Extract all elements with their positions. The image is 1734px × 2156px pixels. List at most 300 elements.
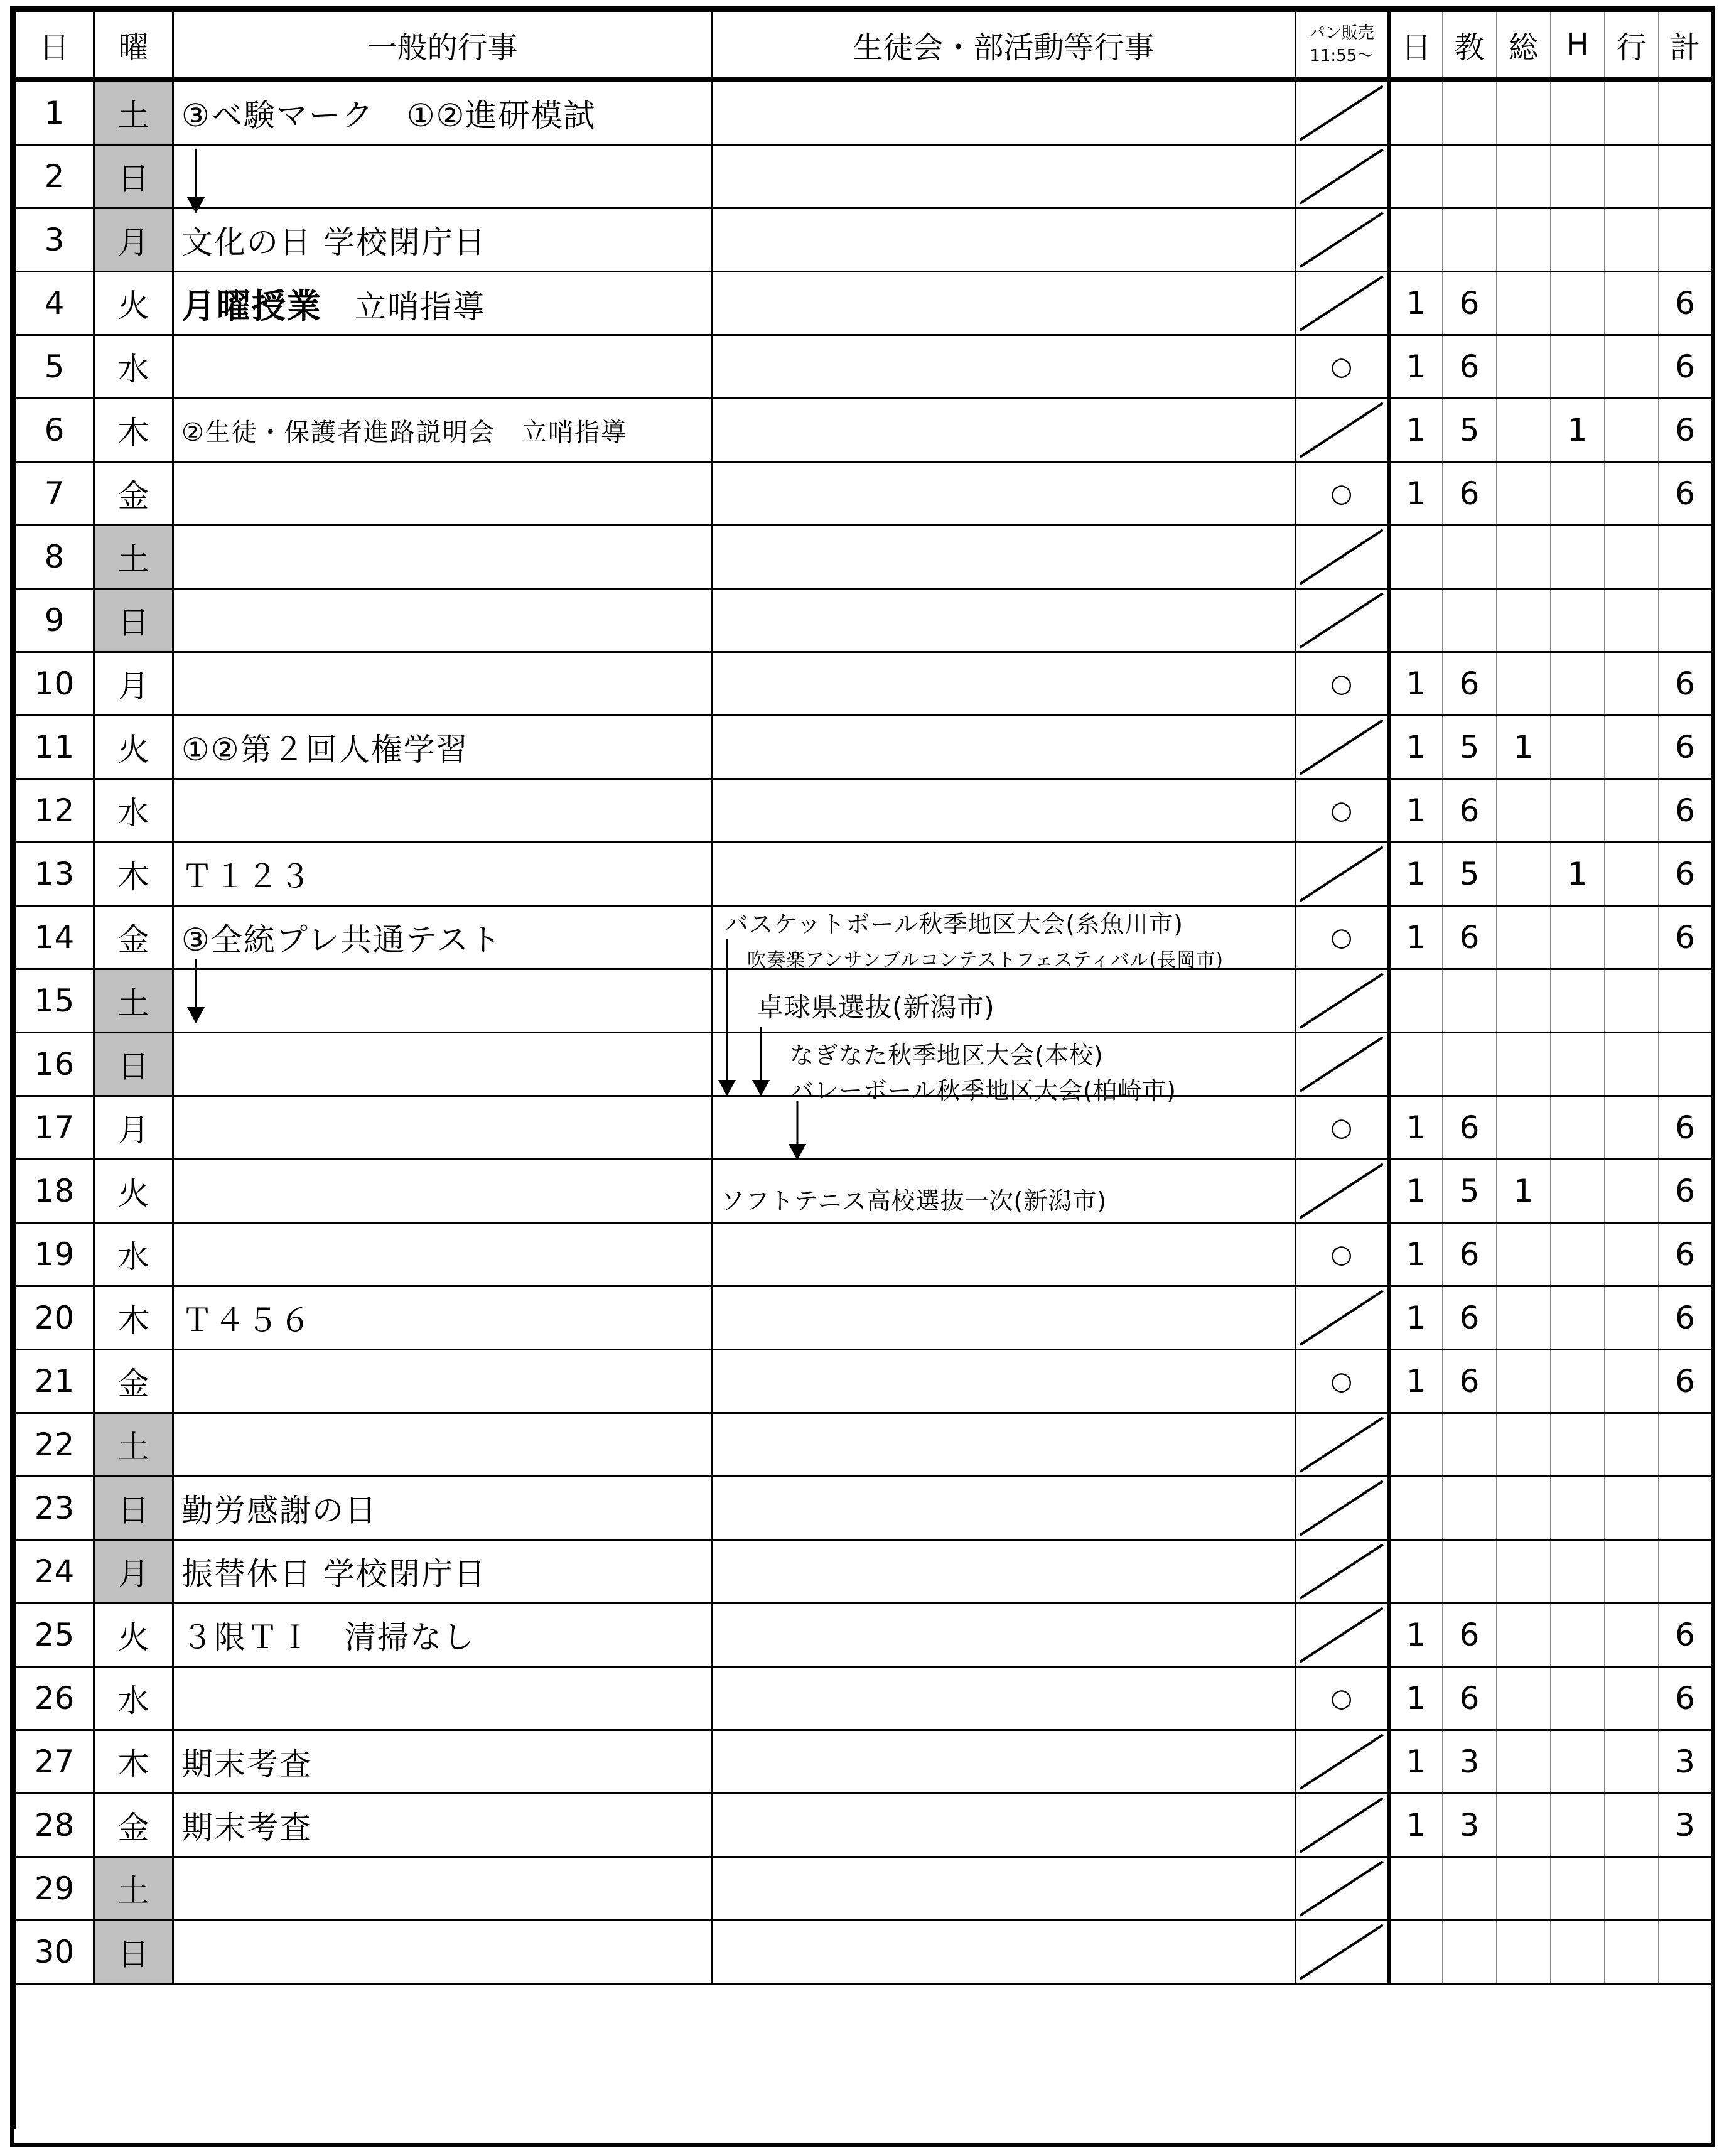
weekday: 金	[94, 462, 173, 526]
count-gyo	[1605, 1413, 1659, 1477]
weekday: 金	[94, 1794, 173, 1857]
general-event-text: 文化の日 学校閉庁日	[181, 224, 487, 261]
bread-sale-cell	[1296, 1223, 1389, 1286]
header-kyo: 教	[1443, 11, 1497, 80]
weekday: 金	[94, 906, 173, 969]
count-so	[1497, 1286, 1551, 1350]
count-kei: 6	[1659, 716, 1713, 779]
header-weekday: 曜	[94, 11, 173, 80]
header-bread-sale-label: パン販売	[1308, 24, 1374, 43]
count-nichi: 1	[1389, 906, 1443, 969]
count-h	[1551, 145, 1605, 208]
club-event-cell	[712, 1667, 1296, 1730]
count-gyo	[1605, 462, 1659, 526]
count-nichi: 1	[1389, 462, 1443, 526]
count-nichi: 1	[1389, 1667, 1443, 1730]
count-kyo: 6	[1443, 1286, 1497, 1350]
count-h	[1551, 1350, 1605, 1413]
general-event-bold: 月曜授業	[181, 286, 322, 326]
count-kei	[1659, 969, 1713, 1033]
count-so	[1497, 1033, 1551, 1096]
day-number: 9	[15, 589, 94, 652]
day-number: 20	[15, 1286, 94, 1350]
count-nichi	[1389, 1033, 1443, 1096]
count-kei: 6	[1659, 1096, 1713, 1160]
count-gyo	[1605, 1350, 1659, 1413]
count-gyo	[1605, 80, 1659, 145]
club-event-cell	[712, 1730, 1296, 1794]
no-sale-slash-icon	[1296, 1541, 1387, 1602]
club-event-cell	[712, 1223, 1296, 1286]
no-sale-slash-icon	[1296, 209, 1387, 271]
day-number: 18	[15, 1160, 94, 1223]
count-kei: 6	[1659, 779, 1713, 843]
weekday: 土	[94, 1413, 173, 1477]
count-h	[1551, 1794, 1605, 1857]
day-row	[15, 399, 1713, 462]
bread-sale-cell	[1296, 1350, 1389, 1413]
day-number: 25	[15, 1604, 94, 1667]
club-event-cell	[712, 1286, 1296, 1350]
weekday: 火	[94, 1160, 173, 1223]
count-kyo: 6	[1443, 335, 1497, 399]
bread-sale-cell	[1296, 716, 1389, 779]
count-kei	[1659, 1477, 1713, 1540]
count-nichi: 1	[1389, 1604, 1443, 1667]
day-number: 12	[15, 779, 94, 843]
general-event	[173, 1857, 712, 1921]
count-so	[1497, 652, 1551, 716]
no-sale-slash-icon	[1296, 716, 1387, 778]
count-gyo	[1605, 526, 1659, 589]
count-so	[1497, 906, 1551, 969]
bread-sale-cell	[1296, 1730, 1389, 1794]
club-event-cell	[712, 589, 1296, 652]
count-gyo	[1605, 1096, 1659, 1160]
count-nichi	[1389, 1857, 1443, 1921]
count-kei	[1659, 589, 1713, 652]
bread-sale-cell	[1296, 1604, 1389, 1667]
bread-sale-cell	[1296, 335, 1389, 399]
count-kyo: 6	[1443, 1223, 1497, 1286]
club-event-cell	[712, 462, 1296, 526]
count-kei: 3	[1659, 1794, 1713, 1857]
bread-sale-cell	[1296, 1413, 1389, 1477]
day-number: 8	[15, 526, 94, 589]
count-kyo: 3	[1443, 1794, 1497, 1857]
count-nichi	[1389, 1413, 1443, 1477]
general-event	[173, 1604, 712, 1667]
bread-sale-cell	[1296, 589, 1389, 652]
count-kei: 6	[1659, 1604, 1713, 1667]
bread-sale-cell	[1296, 779, 1389, 843]
no-sale-slash-icon	[1296, 1604, 1387, 1666]
count-nichi	[1389, 80, 1443, 145]
day-number: 2	[15, 145, 94, 208]
bread-sale-circle: ○	[1330, 796, 1353, 825]
count-h	[1551, 1730, 1605, 1794]
count-kei: 3	[1659, 1730, 1713, 1794]
weekday: 水	[94, 779, 173, 843]
general-event-text: 立哨指導	[322, 288, 485, 325]
day-number: 26	[15, 1667, 94, 1730]
bread-sale-cell	[1296, 906, 1389, 969]
bread-sale-circle: ○	[1330, 1113, 1353, 1142]
general-event	[173, 1033, 712, 1096]
general-event-text: ③全統プレ共通テスト	[181, 922, 502, 958]
general-event	[173, 1667, 712, 1730]
general-event-text: ③ベ験マーク ①②進研模試	[181, 97, 596, 134]
count-kyo	[1443, 969, 1497, 1033]
bread-sale-circle: ○	[1330, 352, 1353, 381]
general-event	[173, 1096, 712, 1160]
count-kei: 6	[1659, 272, 1713, 335]
count-so	[1497, 1096, 1551, 1160]
count-gyo	[1605, 1730, 1659, 1794]
weekday: 木	[94, 1730, 173, 1794]
count-kyo: 5	[1443, 1160, 1497, 1223]
general-event-text: ３限ＴＩ 清掃なし	[181, 1619, 475, 1656]
footer-blank	[15, 1984, 1713, 2130]
count-kyo	[1443, 208, 1497, 272]
general-event	[173, 145, 712, 208]
count-kei	[1659, 1033, 1713, 1096]
no-sale-slash-icon	[1296, 1160, 1387, 1222]
weekday: 土	[94, 969, 173, 1033]
day-row	[15, 80, 1713, 145]
no-sale-slash-icon	[1296, 1731, 1387, 1792]
general-event-text: 期末考査	[181, 1746, 312, 1782]
count-gyo	[1605, 589, 1659, 652]
day-number: 17	[15, 1096, 94, 1160]
count-so	[1497, 145, 1551, 208]
count-so	[1497, 208, 1551, 272]
no-sale-slash-icon	[1296, 843, 1387, 905]
club-event-cell	[712, 779, 1296, 843]
club-event-cell	[712, 399, 1296, 462]
club-event-cell	[712, 80, 1296, 145]
count-so	[1497, 1604, 1551, 1667]
count-so	[1497, 1350, 1551, 1413]
weekday: 水	[94, 335, 173, 399]
footer-blank-cell	[15, 1984, 1713, 2130]
count-h	[1551, 208, 1605, 272]
no-sale-slash-icon	[1296, 590, 1387, 651]
general-event-text: Ｔ１２３	[181, 858, 312, 895]
general-event	[173, 1413, 712, 1477]
count-so	[1497, 1413, 1551, 1477]
general-event	[173, 1286, 712, 1350]
weekday: 木	[94, 399, 173, 462]
day-row	[15, 716, 1713, 779]
bread-sale-cell	[1296, 399, 1389, 462]
general-event	[173, 1794, 712, 1857]
weekday: 日	[94, 1033, 173, 1096]
header-club-events: 生徒会・部活動等行事	[712, 11, 1296, 80]
count-so	[1497, 589, 1551, 652]
count-kei: 6	[1659, 843, 1713, 906]
day-number: 13	[15, 843, 94, 906]
bread-sale-cell	[1296, 145, 1389, 208]
day-number: 30	[15, 1921, 94, 1984]
day-row	[15, 1921, 1713, 1984]
general-event	[173, 80, 712, 145]
no-sale-slash-icon	[1296, 526, 1387, 588]
no-sale-slash-icon	[1296, 1287, 1387, 1349]
general-event-text: 振替休日 学校閉庁日	[181, 1556, 487, 1592]
count-h	[1551, 652, 1605, 716]
general-event-text: ②生徒・保護者進路説明会 立哨指導	[181, 418, 627, 447]
count-nichi	[1389, 1540, 1443, 1604]
count-h	[1551, 906, 1605, 969]
day-row	[15, 1667, 1713, 1730]
club-event-cell	[712, 526, 1296, 589]
bread-sale-cell	[1296, 652, 1389, 716]
day-row	[15, 1413, 1713, 1477]
day-number: 23	[15, 1477, 94, 1540]
day-number: 16	[15, 1033, 94, 1096]
general-event-text: 期末考査	[181, 1809, 312, 1846]
day-row	[15, 1223, 1713, 1286]
count-kei	[1659, 1413, 1713, 1477]
day-number: 27	[15, 1730, 94, 1794]
count-gyo	[1605, 779, 1659, 843]
club-event-cell	[712, 1857, 1296, 1921]
count-so	[1497, 1540, 1551, 1604]
count-nichi: 1	[1389, 1730, 1443, 1794]
no-sale-slash-icon	[1296, 146, 1387, 207]
count-kyo	[1443, 1033, 1497, 1096]
count-kei: 6	[1659, 335, 1713, 399]
count-kei	[1659, 526, 1713, 589]
day-row	[15, 145, 1713, 208]
bread-sale-cell	[1296, 1096, 1389, 1160]
count-so	[1497, 80, 1551, 145]
schedule-sheet	[10, 6, 1715, 2147]
weekday: 火	[94, 272, 173, 335]
bread-sale-circle: ○	[1330, 1240, 1353, 1269]
count-kyo	[1443, 589, 1497, 652]
club-event-cell	[712, 145, 1296, 208]
bread-sale-cell	[1296, 1794, 1389, 1857]
day-row	[15, 652, 1713, 716]
day-number: 10	[15, 652, 94, 716]
day-number: 6	[15, 399, 94, 462]
bread-sale-cell	[1296, 1286, 1389, 1350]
day-row	[15, 1286, 1713, 1350]
count-gyo	[1605, 208, 1659, 272]
club-event-cell	[712, 1604, 1296, 1667]
day-row	[15, 1794, 1713, 1857]
count-gyo	[1605, 1667, 1659, 1730]
bread-sale-cell	[1296, 1477, 1389, 1540]
count-kei	[1659, 1921, 1713, 1984]
count-gyo	[1605, 1794, 1659, 1857]
weekday: 月	[94, 1540, 173, 1604]
general-event	[173, 335, 712, 399]
count-gyo	[1605, 1540, 1659, 1604]
club-event-cell	[712, 716, 1296, 779]
no-sale-slash-icon	[1296, 1033, 1387, 1095]
general-event	[173, 1160, 712, 1223]
weekday: 木	[94, 1286, 173, 1350]
day-number: 11	[15, 716, 94, 779]
weekday: 水	[94, 1223, 173, 1286]
count-h	[1551, 462, 1605, 526]
count-kei: 6	[1659, 1350, 1713, 1413]
bread-sale-cell	[1296, 272, 1389, 335]
general-event	[173, 208, 712, 272]
count-nichi: 1	[1389, 652, 1443, 716]
count-so	[1497, 779, 1551, 843]
no-sale-slash-icon	[1296, 82, 1387, 144]
club-event-cell	[712, 843, 1296, 906]
count-kyo: 6	[1443, 906, 1497, 969]
count-nichi: 1	[1389, 716, 1443, 779]
count-so	[1497, 1794, 1551, 1857]
count-so	[1497, 1667, 1551, 1730]
count-h	[1551, 1667, 1605, 1730]
general-event	[173, 272, 712, 335]
count-kyo	[1443, 1540, 1497, 1604]
bread-sale-cell	[1296, 208, 1389, 272]
count-h	[1551, 1857, 1605, 1921]
header-so: 総	[1497, 11, 1551, 80]
club-event-cell	[712, 1794, 1296, 1857]
no-sale-slash-icon	[1296, 1477, 1387, 1539]
count-kei	[1659, 208, 1713, 272]
count-kei: 6	[1659, 399, 1713, 462]
count-gyo	[1605, 399, 1659, 462]
weekday: 土	[94, 526, 173, 589]
general-event	[173, 652, 712, 716]
day-number: 1	[15, 80, 94, 145]
count-kyo: 6	[1443, 1667, 1497, 1730]
count-kei: 6	[1659, 1223, 1713, 1286]
count-h	[1551, 779, 1605, 843]
count-kyo: 6	[1443, 779, 1497, 843]
count-h	[1551, 1540, 1605, 1604]
club-event-basketball: バスケットボール秋季地区大会(糸魚川市)	[724, 910, 1183, 938]
count-kyo: 6	[1443, 1350, 1497, 1413]
no-sale-slash-icon	[1296, 1921, 1387, 1983]
bread-sale-cell	[1296, 1033, 1389, 1096]
count-gyo	[1605, 272, 1659, 335]
count-kyo: 5	[1443, 843, 1497, 906]
count-h	[1551, 716, 1605, 779]
count-h	[1551, 589, 1605, 652]
day-row	[15, 335, 1713, 399]
count-h	[1551, 1033, 1605, 1096]
weekday: 土	[94, 80, 173, 145]
day-number: 4	[15, 272, 94, 335]
count-kei	[1659, 1857, 1713, 1921]
general-event	[173, 399, 712, 462]
weekday: 日	[94, 145, 173, 208]
day-number: 5	[15, 335, 94, 399]
count-gyo	[1605, 1921, 1659, 1984]
club-event-cell	[712, 652, 1296, 716]
count-kyo	[1443, 145, 1497, 208]
count-h	[1551, 1160, 1605, 1223]
count-kei	[1659, 80, 1713, 145]
count-nichi	[1389, 589, 1443, 652]
count-gyo	[1605, 1477, 1659, 1540]
count-nichi	[1389, 145, 1443, 208]
club-event-cell	[712, 272, 1296, 335]
club-event-soft-tennis: ソフトテニス高校選抜一次(新潟市)	[721, 1187, 1107, 1215]
day-row	[15, 1857, 1713, 1921]
count-h	[1551, 1604, 1605, 1667]
count-h: 1	[1551, 399, 1605, 462]
count-kyo	[1443, 1477, 1497, 1540]
bread-sale-cell	[1296, 969, 1389, 1033]
count-gyo	[1605, 145, 1659, 208]
club-event-table-tennis: 卓球県選抜(新潟市)	[757, 992, 995, 1023]
count-nichi	[1389, 969, 1443, 1033]
day-row	[15, 1350, 1713, 1413]
count-kyo: 3	[1443, 1730, 1497, 1794]
count-so	[1497, 1477, 1551, 1540]
no-sale-slash-icon	[1296, 1414, 1387, 1475]
weekday: 月	[94, 1096, 173, 1160]
count-nichi: 1	[1389, 1160, 1443, 1223]
day-number: 28	[15, 1794, 94, 1857]
count-kei: 6	[1659, 1160, 1713, 1223]
count-so	[1497, 969, 1551, 1033]
general-event-text: Ｔ４５６	[181, 1302, 312, 1339]
weekday: 土	[94, 1857, 173, 1921]
count-h	[1551, 1921, 1605, 1984]
bread-sale-circle: ○	[1330, 923, 1353, 952]
weekday: 月	[94, 208, 173, 272]
bread-sale-cell	[1296, 843, 1389, 906]
club-event-cell	[712, 335, 1296, 399]
general-event	[173, 1223, 712, 1286]
count-nichi: 1	[1389, 1794, 1443, 1857]
count-kyo: 6	[1443, 652, 1497, 716]
count-h	[1551, 1096, 1605, 1160]
header-nichi: 日	[1389, 11, 1443, 80]
general-event	[173, 969, 712, 1033]
bread-sale-cell	[1296, 1667, 1389, 1730]
club-event-cell	[712, 208, 1296, 272]
count-kyo: 6	[1443, 1604, 1497, 1667]
count-h: 1	[1551, 843, 1605, 906]
count-kyo: 6	[1443, 1096, 1497, 1160]
bread-sale-cell	[1296, 1160, 1389, 1223]
count-gyo	[1605, 1857, 1659, 1921]
header-h: H	[1551, 11, 1605, 80]
general-event	[173, 462, 712, 526]
general-event-text: 勤労感謝の日	[181, 1492, 377, 1529]
count-h	[1551, 1477, 1605, 1540]
header-general-events: 一般的行事	[173, 11, 712, 80]
header-day: 日	[15, 11, 94, 80]
club-event-cell	[712, 1413, 1296, 1477]
weekday: 火	[94, 1604, 173, 1667]
day-row	[15, 1730, 1713, 1794]
general-event	[173, 1540, 712, 1604]
count-gyo	[1605, 652, 1659, 716]
day-row	[15, 272, 1713, 335]
count-so	[1497, 526, 1551, 589]
day-number: 7	[15, 462, 94, 526]
count-h	[1551, 80, 1605, 145]
no-sale-slash-icon	[1296, 399, 1387, 461]
day-row	[15, 779, 1713, 843]
weekday: 月	[94, 652, 173, 716]
